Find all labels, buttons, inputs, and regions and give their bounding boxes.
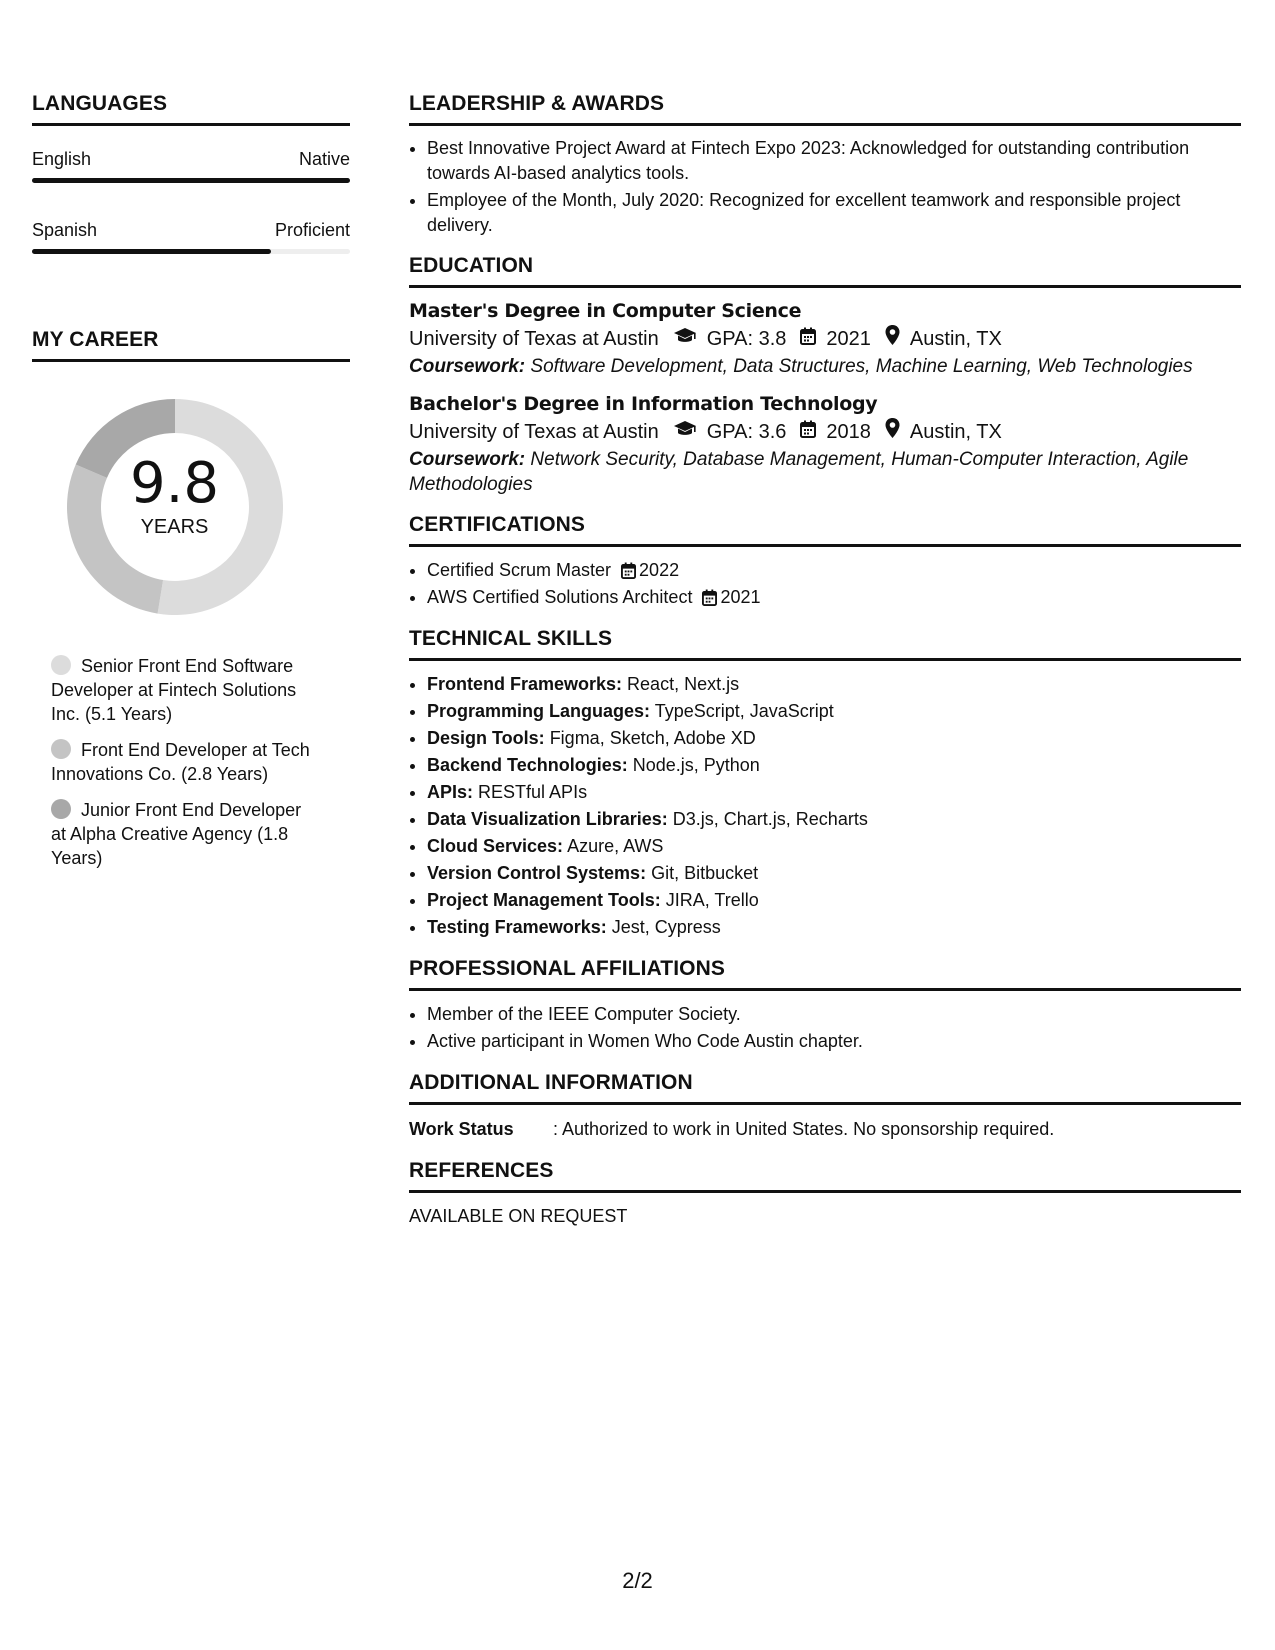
skill-label: Programming Languages: — [427, 701, 651, 721]
calendar-icon — [702, 589, 717, 606]
education-entry — [409, 391, 1241, 497]
additional-info-heading: ADDITIONAL INFORMATION — [409, 1071, 1241, 1105]
page-number: 2/2 — [622, 1568, 653, 1593]
career-legend-item — [51, 738, 321, 786]
work-status-row — [409, 1115, 1241, 1143]
education-heading: EDUCATION — [409, 254, 1241, 288]
leadership-heading: LEADERSHIP & AWARDS — [409, 92, 1241, 126]
additional-info-section — [409, 1071, 1241, 1143]
skill-label: Version Control Systems: — [427, 863, 647, 883]
degree-title: Master's Degree in Computer Science — [409, 300, 802, 322]
certification-year: 2022 — [639, 560, 680, 580]
language-spanish — [32, 207, 350, 254]
certification-name: AWS Certified Solutions Architect — [427, 587, 693, 607]
references-text: AVAILABLE ON REQUEST — [409, 1206, 628, 1226]
languages-heading: LANGUAGES — [32, 92, 350, 126]
affiliations-heading: PROFESSIONAL AFFILIATIONS — [409, 957, 1241, 991]
skill-item — [427, 914, 1241, 941]
certification-item — [427, 557, 1241, 584]
skill-item — [427, 806, 1241, 833]
skill-label: APIs: — [427, 782, 474, 802]
education-entry — [409, 298, 1241, 379]
legend-label: Junior Front End Developer at Alpha Creative Agency (1.8 Years) — [51, 800, 302, 868]
legend-label: Front End Developer at Tech Innovations Co. (2.8 Years) — [51, 740, 310, 784]
work-status-value: : Authorized to work in United States. No sponsorship required. — [553, 1119, 1055, 1139]
skill-item — [427, 698, 1241, 725]
calendar-icon — [800, 417, 816, 447]
skill-value: Azure, AWS — [567, 836, 664, 856]
career-total-years: 9.8 — [129, 451, 220, 516]
school-name: University of Texas at Austin — [409, 421, 659, 443]
graduation-year: 2021 — [826, 328, 871, 350]
language-proficiency-bar — [32, 249, 350, 254]
language-proficiency-bar — [32, 178, 350, 183]
coursework — [409, 354, 1241, 379]
calendar-icon — [621, 562, 636, 579]
legend-dot — [51, 739, 71, 759]
skill-item — [427, 833, 1241, 860]
skill-item — [427, 860, 1241, 887]
education-meta — [409, 417, 1241, 447]
school-name: University of Texas at Austin — [409, 328, 659, 350]
career-total-unit: YEARS — [140, 516, 209, 538]
certifications-heading: CERTIFICATIONS — [409, 513, 1241, 547]
skill-item — [427, 725, 1241, 752]
location-pin-icon — [885, 417, 900, 447]
school-location: Austin, TX — [909, 328, 1002, 350]
skill-label: Design Tools: — [427, 728, 545, 748]
education-meta — [409, 324, 1241, 354]
certification-year: 2021 — [720, 587, 761, 607]
language-proficiency-fill — [32, 178, 350, 183]
calendar-icon — [800, 324, 816, 354]
skill-value: Jest, Cypress — [611, 917, 721, 937]
graduation-cap-icon — [673, 324, 697, 354]
affiliations-section — [409, 957, 1241, 1055]
gpa: GPA: 3.8 — [706, 328, 787, 350]
references-section — [409, 1159, 1241, 1229]
language-english — [32, 136, 350, 183]
skill-value: Git, Bitbucket — [651, 863, 759, 883]
legend-label: Senior Front End Software Developer at Fintech Solutions Inc. (5.1 Years) — [51, 656, 297, 724]
coursework-list: Network Security, Database Management, Human-Computer Interaction, Agile Methodologies — [409, 449, 1189, 495]
skill-label: Frontend Frameworks: — [427, 674, 623, 694]
skill-value: Node.js, Python — [632, 755, 760, 775]
skill-item — [427, 752, 1241, 779]
work-status-label: Work Status — [409, 1119, 514, 1139]
skills-section — [409, 627, 1241, 941]
leadership-section — [409, 92, 1241, 238]
career-legend-item — [51, 798, 321, 870]
skill-label: Data Visualization Libraries: — [427, 809, 668, 829]
coursework-label: Coursework: — [409, 356, 526, 377]
references-heading: REFERENCES — [409, 1159, 1241, 1193]
language-level: Native — [298, 149, 350, 169]
certifications-section — [409, 513, 1241, 611]
skill-label: Project Management Tools: — [427, 890, 661, 910]
skill-value: TypeScript, JavaScript — [654, 701, 834, 721]
award-item: • Best Innovative Project Award at Fintech Expo 2023: Acknowledged for outstanding contribution towards AI-based analytics tools. — [427, 136, 1241, 186]
coursework-label: Coursework: — [409, 449, 526, 470]
coursework — [409, 447, 1241, 497]
skills-heading: TECHNICAL SKILLS — [409, 627, 1241, 661]
skill-value: Figma, Sketch, Adobe XD — [549, 728, 756, 748]
skill-item — [427, 887, 1241, 914]
career-donut-chart — [32, 382, 350, 652]
language-name: English — [32, 149, 92, 169]
coursework-list: Software Development, Data Structures, Machine Learning, Web Technologies — [530, 356, 1193, 377]
career-heading: MY CAREER — [32, 328, 350, 362]
career-section — [32, 328, 350, 870]
skill-value: RESTful APIs — [478, 782, 588, 802]
skill-label: Backend Technologies: — [427, 755, 628, 775]
award-item: • Employee of the Month, July 2020: Recognized for excellent teamwork and responsible project delivery. — [427, 188, 1241, 238]
languages-section — [32, 92, 350, 254]
skill-value: JIRA, Trello — [665, 890, 759, 910]
career-legend-item — [51, 654, 321, 726]
career-legend — [51, 654, 350, 870]
skill-item — [427, 779, 1241, 806]
language-proficiency-fill — [32, 249, 271, 254]
graduation-year: 2018 — [826, 421, 871, 443]
language-name: Spanish — [32, 220, 98, 240]
certification-name: Certified Scrum Master — [427, 560, 612, 580]
left-column — [32, 92, 350, 882]
degree-title: Bachelor's Degree in Information Technology — [409, 393, 878, 415]
location-pin-icon — [885, 324, 900, 354]
school-location: Austin, TX — [909, 421, 1002, 443]
skill-label: Testing Frameworks: — [427, 917, 607, 937]
right-column — [409, 92, 1241, 1245]
certification-item — [427, 584, 1241, 611]
skill-item — [427, 671, 1241, 698]
skill-label: Cloud Services: — [427, 836, 564, 856]
skill-value: D3.js, Chart.js, Recharts — [672, 809, 868, 829]
graduation-cap-icon — [673, 417, 697, 447]
education-section — [409, 254, 1241, 497]
language-level: Proficient — [274, 220, 350, 240]
skill-value: React, Next.js — [627, 674, 740, 694]
affiliation-item: • Member of the IEEE Computer Society. — [427, 1001, 1241, 1028]
legend-dot — [51, 655, 71, 675]
legend-dot — [51, 799, 71, 819]
affiliation-item: • Active participant in Women Who Code Austin chapter. — [427, 1028, 1241, 1055]
gpa: GPA: 3.6 — [706, 421, 787, 443]
